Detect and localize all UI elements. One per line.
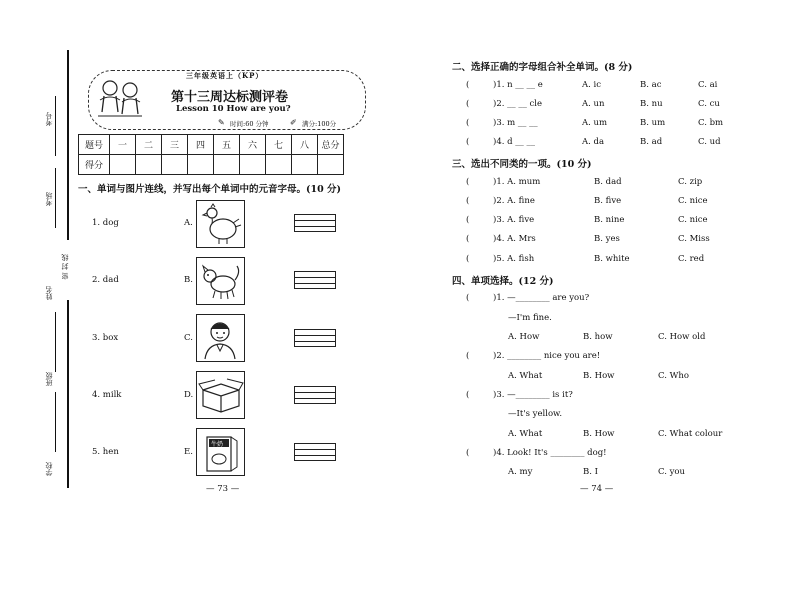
option-b: B. white xyxy=(594,254,630,264)
picture-letter: C. xyxy=(184,333,193,343)
question-stem: )4. d __ __ xyxy=(493,137,535,147)
question-stem: )1. —________ are you? xyxy=(493,293,590,303)
section1-heading: 一、单词与图片连线，并写出每个单词中的元音字母。(10 分) xyxy=(78,184,342,195)
score-table xyxy=(78,134,344,175)
score-table-header: 六 xyxy=(240,135,266,155)
grade-subtitle: 三年级英语上（KP） xyxy=(186,71,264,80)
option-b: B. five xyxy=(594,196,622,206)
match-word: 5. hen xyxy=(92,447,119,457)
picture-letter: D. xyxy=(184,390,194,400)
answer-blank[interactable]: ( xyxy=(466,293,470,303)
option-b: B. ad xyxy=(640,137,663,147)
option-b: B. dad xyxy=(594,177,622,187)
lesson-title: Lesson 10 How are you? xyxy=(176,104,291,114)
score-table-header: 七 xyxy=(266,135,292,155)
clock-icon: ✎ xyxy=(218,118,225,127)
section2-heading: 二、选择正确的字母组合补全单词。(8 分) xyxy=(452,62,633,73)
kids-illustration xyxy=(94,78,146,120)
time-limit: 时间:60 分钟 xyxy=(230,120,269,128)
answer-blank[interactable]: ( xyxy=(466,196,470,206)
match-word: 2. dad xyxy=(92,275,119,285)
question-stem: )2. __ __ cle xyxy=(493,99,543,109)
match-word: 1. dog xyxy=(92,218,119,228)
question-stem: )4. Look! It's ________ dog! xyxy=(493,448,607,458)
score-table-header: 一 xyxy=(110,135,136,155)
answer-blank[interactable]: ( xyxy=(466,215,470,225)
option-c: C. cu xyxy=(698,99,720,109)
score-cell[interactable] xyxy=(266,155,292,175)
answer-blank[interactable]: ( xyxy=(466,118,470,128)
question-stem: )2. A. fine xyxy=(493,196,535,206)
section4-heading: 四、单项选择。(12 分) xyxy=(452,276,554,287)
dog-icon xyxy=(197,258,244,304)
option-c: C. Miss xyxy=(678,234,710,244)
milk-carton-icon xyxy=(197,429,244,475)
name-label: 姓名 xyxy=(45,286,53,300)
answer-blank[interactable]: ( xyxy=(466,177,470,187)
score-table-header: 三 xyxy=(162,135,188,155)
option-c: C. What colour xyxy=(658,429,723,439)
option-c: C. nice xyxy=(678,215,708,225)
option-b: B. um xyxy=(640,118,666,128)
answer-blank[interactable]: ( xyxy=(466,254,470,264)
score-cell[interactable] xyxy=(318,155,344,175)
section3-heading: 三、选出不同类的一项。(10 分) xyxy=(452,159,592,170)
answer-blank[interactable]: ( xyxy=(466,80,470,90)
option-b: B. how xyxy=(583,332,613,342)
question-stem: )2. ________ nice you are! xyxy=(493,351,601,361)
page-number-left: — 73 — xyxy=(206,484,240,494)
man-picture[interactable] xyxy=(196,314,245,362)
milk-picture[interactable] xyxy=(196,428,245,476)
question-stem: )3. —________ is it? xyxy=(493,390,573,400)
score-cell[interactable] xyxy=(188,155,214,175)
question-stem: )3. A. five xyxy=(493,215,535,225)
milk-label: 牛奶 xyxy=(211,441,224,448)
vowel-answer-lines[interactable] xyxy=(294,271,336,289)
answer-blank[interactable]: ( xyxy=(466,390,470,400)
answer-blank[interactable]: ( xyxy=(466,234,470,244)
score-cell[interactable] xyxy=(110,155,136,175)
score-table-header: 总分 xyxy=(318,135,344,155)
option-c: C. ai xyxy=(698,80,718,90)
exam-number-label: 考号 xyxy=(45,112,53,126)
vowel-answer-lines[interactable] xyxy=(294,443,336,461)
answer-blank[interactable]: ( xyxy=(466,351,470,361)
picture-letter: A. xyxy=(184,218,193,228)
option-a: A. un xyxy=(582,99,605,109)
option-b: B. nine xyxy=(594,215,625,225)
score-table-header: 二 xyxy=(136,135,162,155)
answer-blank[interactable]: ( xyxy=(466,137,470,147)
question-stem: )1. n __ __ e xyxy=(493,80,543,90)
class-label: 班级 xyxy=(45,372,53,386)
fill-line xyxy=(55,96,56,156)
picture-letter: B. xyxy=(184,275,193,285)
dog-picture[interactable] xyxy=(196,257,245,305)
option-c: C. ud xyxy=(698,137,721,147)
option-a: A. What xyxy=(508,429,543,439)
score-table-header: 题号 xyxy=(79,135,110,155)
question-stem: )1. A. mum xyxy=(493,177,541,187)
match-word: 3. box xyxy=(92,333,119,343)
option-c: C. you xyxy=(658,467,685,477)
question-follow: —It's yellow. xyxy=(508,409,563,419)
option-a: A. da xyxy=(582,137,605,147)
score-cell[interactable] xyxy=(240,155,266,175)
vowel-answer-lines[interactable] xyxy=(294,386,336,404)
seal-line-label: 密 封 线 xyxy=(61,254,69,280)
score-cell[interactable] xyxy=(292,155,318,175)
page-number-right: — 74 — xyxy=(580,484,614,494)
fill-line xyxy=(55,392,56,452)
binding-line xyxy=(67,50,69,240)
page-title: 第十三周达标测评卷 xyxy=(171,90,289,105)
fill-line xyxy=(55,312,56,372)
option-a: A. my xyxy=(508,467,533,477)
option-c: C. zip xyxy=(678,177,703,187)
binding-line xyxy=(67,300,69,488)
man-icon xyxy=(197,315,244,361)
score-cell[interactable] xyxy=(214,155,240,175)
score-cell[interactable] xyxy=(162,155,188,175)
score-table-header: 五 xyxy=(214,135,240,155)
score-row-label: 得分 xyxy=(79,155,110,175)
question-stem: )4. A. Mrs xyxy=(493,234,536,244)
option-b: B. How xyxy=(583,371,615,381)
vowel-answer-lines[interactable] xyxy=(294,329,336,347)
option-c: C. red xyxy=(678,254,705,264)
option-b: B. How xyxy=(583,429,615,439)
option-b: B. I xyxy=(583,467,599,477)
box-picture[interactable] xyxy=(196,371,245,419)
match-word: 4. milk xyxy=(92,390,122,400)
option-b: B. yes xyxy=(594,234,620,244)
score-table-header: 四 xyxy=(188,135,214,155)
question-stem: )3. m __ __ xyxy=(493,118,538,128)
option-c: C. nice xyxy=(678,196,708,206)
option-c: C. How old xyxy=(658,332,706,342)
option-a: A. How xyxy=(508,332,540,342)
option-a: A. What xyxy=(508,371,543,381)
exam-room-label: 考场 xyxy=(45,192,53,206)
option-c: C. bm xyxy=(698,118,724,128)
school-label: 学校 xyxy=(45,462,53,476)
full-score: 满分:100分 xyxy=(302,120,337,128)
option-b: B. nu xyxy=(640,99,663,109)
score-table-header: 八 xyxy=(292,135,318,155)
option-c: C. Who xyxy=(658,371,689,381)
option-a: A. um xyxy=(582,118,608,128)
chicken-picture[interactable] xyxy=(196,200,245,248)
fill-line xyxy=(55,168,56,228)
option-b: B. ac xyxy=(640,80,662,90)
option-a: A. ic xyxy=(582,80,602,90)
question-stem: )5. A. fish xyxy=(493,254,535,264)
picture-letter: E. xyxy=(184,447,193,457)
box-icon xyxy=(197,372,244,418)
question-follow: —I'm fine. xyxy=(508,313,552,323)
vowel-answer-lines[interactable] xyxy=(294,214,336,232)
answer-blank[interactable]: ( xyxy=(466,448,470,458)
answer-blank[interactable]: ( xyxy=(466,99,470,109)
pencil-icon: ✐ xyxy=(290,118,297,127)
chicken-icon xyxy=(197,201,244,247)
score-cell[interactable] xyxy=(136,155,162,175)
